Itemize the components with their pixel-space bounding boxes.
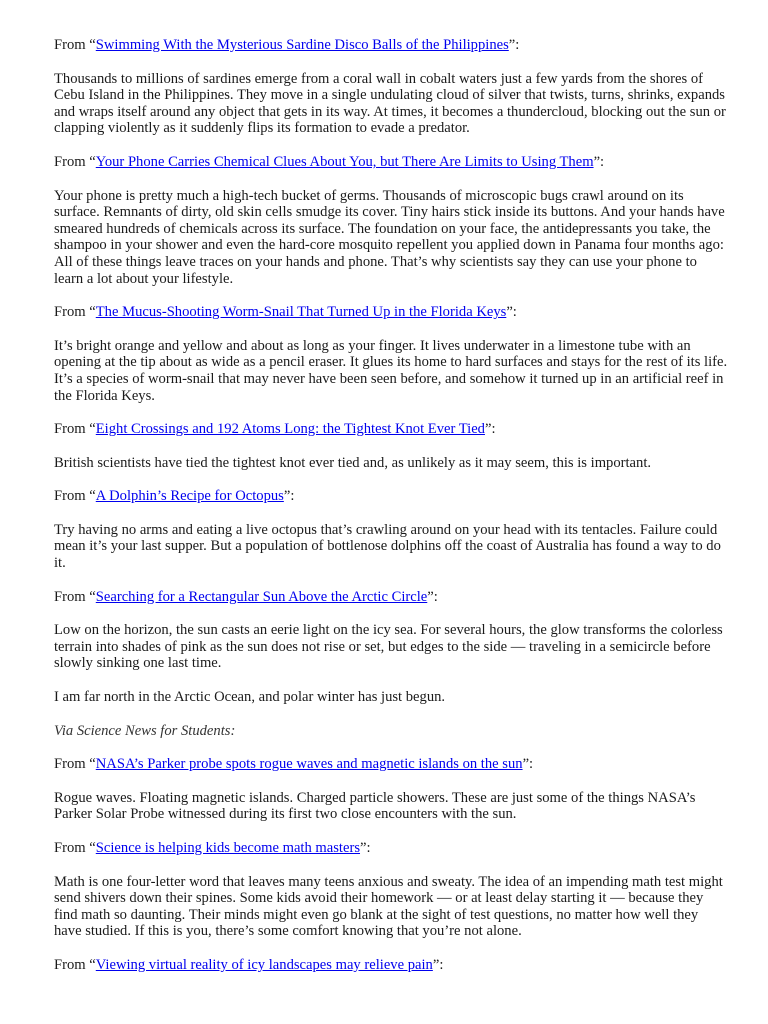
- excerpt-paragraph: Math is one four-letter word that leaves many teens anxious and sweaty. The idea of an impending math test might send shivers down their spines. Some kids avoid their homework — or at least delay starting it — because they find math so daunting. Their minds might even go blank at the sight of test questions, no matter how well they have studied. If this is you, there’s some comfort knowing that you’re not alone.: [54, 873, 723, 940]
- source-line: [54, 154, 728, 171]
- article-link[interactable]: Swimming With the Mysterious Sardine Disco Balls of the Philippines: [95, 37, 509, 53]
- excerpt-entry: [54, 756, 728, 823]
- from-prefix: From “: [54, 756, 96, 773]
- source-line: [54, 589, 728, 606]
- excerpt-paragraph: Rogue waves. Floating magnetic islands. Charged particle showers. These are just some of the things NASA’s Parker Solar Probe witnessed during its first two close encounters with the sun.: [54, 789, 696, 823]
- excerpt-paragraph: Low on the horizon, the sun casts an eerie light on the icy sea. For several hours, the glow transforms the colorless terrain into shades of pink as the sun does not rise or set, but edges to the side — traveling in a semicircle before slowly sinking one last time.: [54, 622, 723, 672]
- excerpt-paragraph: Thousands to millions of sardines emerge from a coral wall in cobalt waters just a few yards from the shores of Cebu Island in the Philippines. They move in a single undulating cloud of silver that twists, turns, shrinks, expands and wraps itself around any object that gets in its way. At times, it becomes a thundercloud, blocking out the sun or clapping violently as it suddenly flips its formation to evade a predator.: [54, 70, 726, 137]
- from-prefix: From “: [54, 421, 96, 438]
- from-suffix: ”:: [484, 421, 496, 438]
- from-prefix: From “: [54, 840, 96, 856]
- from-prefix: From “: [54, 488, 96, 505]
- from-suffix: ”:: [522, 756, 534, 773]
- from-suffix: ”:: [508, 37, 520, 53]
- article-link[interactable]: A Dolphin’s Recipe for Octopus: [95, 488, 284, 505]
- excerpt-entry: [54, 37, 728, 137]
- excerpt-paragraph: Your phone is pretty much a high-tech bucket of germs. Thousands of microscopic bugs crawl around on its surface. Remnants of dirty, old skin cells smudge its cover. Tiny hairs stick inside its buttons. And your hands have smeared hundreds of chemicals across its surface. The foundation on your face, the antidepressants you take, the shampoo in your shower and even the hard-core mosquito repellent you applied down in Panama four months ago: All of these things leave traces on your hands and phone. That’s why scientists say they can use your phone to learn a lot about your lifestyle.: [54, 187, 725, 287]
- from-suffix: ”:: [283, 488, 295, 505]
- from-suffix: ”:: [427, 588, 438, 605]
- article-link[interactable]: Science is helping kids become math masters: [95, 840, 361, 856]
- article-link[interactable]: Viewing virtual reality of icy landscapes may relieve pain: [95, 956, 433, 973]
- excerpt-paragraph: Try having no arms and eating a live octopus that’s crawling around on your head with its tentacles. Failure could mean it’s your last supper. But a population of bottlenose dolphins off the coast of Australia has found a way to do it.: [54, 521, 721, 572]
- excerpt-entry: [54, 304, 728, 404]
- from-suffix: ”:: [593, 153, 605, 170]
- excerpt-paragraph: It’s bright orange and yellow and about as long as your finger. It lives underwater in a limestone tube with an opening at the tip about as wide as a pencil eraser. It glues its home to hard surfaces and stays for the rest of its life. It’s a species of worm-snail that may never have been seen before, and somehow it turned up in an artificial reef in the Florida Keys.: [54, 337, 728, 404]
- source-attribution: Via Science News for Students:: [54, 722, 236, 739]
- article-link[interactable]: Searching for a Rectangular Sun Above the Arctic Circle: [95, 588, 428, 605]
- article-link[interactable]: Eight Crossings and 192 Atoms Long: the Tightest Knot Ever Tied: [95, 421, 485, 438]
- source-line: [54, 957, 728, 974]
- excerpt-entry: [54, 421, 728, 471]
- from-prefix: From “: [54, 304, 96, 321]
- from-prefix: From “: [54, 37, 96, 53]
- from-prefix: From “: [54, 153, 96, 170]
- excerpt-paragraph: I am far north in the Arctic Ocean, and polar winter has just begun.: [54, 689, 446, 706]
- from-suffix: ”:: [360, 840, 371, 856]
- excerpt-entry: [54, 154, 728, 287]
- source-line: [54, 304, 728, 321]
- excerpt-paragraph: British scientists have tied the tightest knot ever tied and, as unlikely as it may seem, this is important.: [54, 454, 652, 471]
- from-prefix: From “: [54, 588, 96, 605]
- source-line: [54, 488, 728, 505]
- article-link[interactable]: NASA’s Parker probe spots rogue waves and magnetic islands on the sun: [95, 756, 523, 773]
- source-line: [54, 421, 728, 438]
- article-link[interactable]: The Mucus-Shooting Worm-Snail That Turned Up in the Florida Keys: [95, 304, 507, 321]
- excerpt-entry: [54, 957, 728, 974]
- source-line: [54, 37, 728, 54]
- from-suffix: ”:: [506, 304, 517, 321]
- from-suffix: ”:: [432, 956, 444, 973]
- source-line: [54, 756, 728, 773]
- excerpt-entry: [54, 488, 728, 571]
- from-prefix: From “: [54, 956, 96, 973]
- excerpt-entry: [54, 840, 728, 940]
- article-link[interactable]: Your Phone Carries Chemical Clues About You, but There Are Limits to Using Them: [95, 153, 594, 170]
- source-line: [54, 840, 728, 857]
- excerpt-entry: [54, 589, 728, 706]
